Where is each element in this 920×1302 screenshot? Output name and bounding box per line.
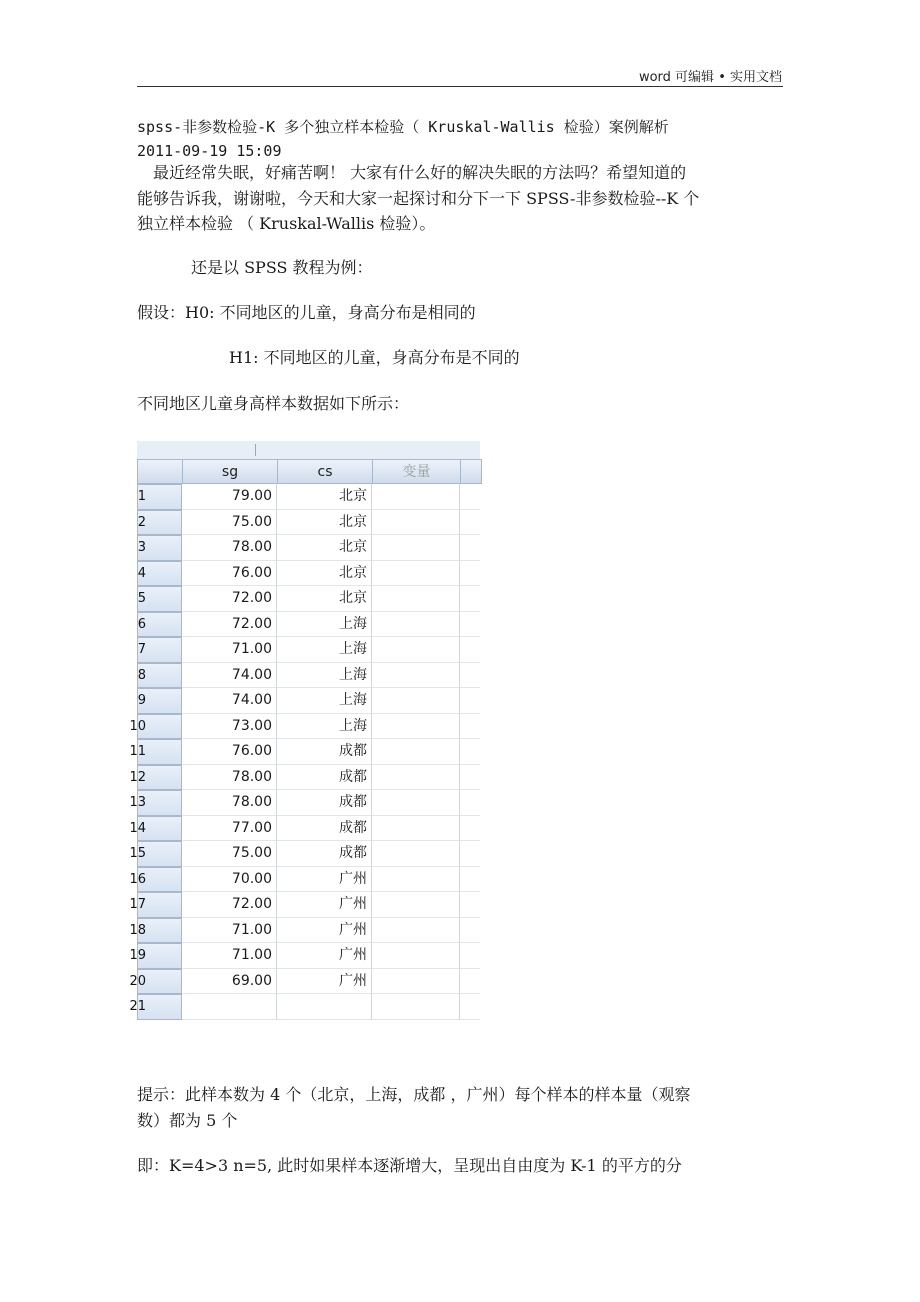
cell-cs[interactable]: 成都 [277, 765, 372, 791]
row-number-label: 20 [129, 973, 146, 989]
cell-sg[interactable]: 74.00 [182, 663, 277, 689]
row-number-label: 13 [129, 795, 146, 810]
table-row[interactable] [129, 969, 480, 995]
cell-cs[interactable] [277, 994, 372, 1020]
cell-extra[interactable] [460, 739, 480, 765]
article-title: spss-非参数检验-K 多个独立样本检验（ Kruskal-Wallis 检验）案例解析 [137, 118, 669, 136]
table-row[interactable] [129, 816, 480, 842]
row-number[interactable] [129, 918, 182, 944]
cell-cs[interactable]: 北京 [277, 510, 372, 536]
cell-sg[interactable]: 69.00 [182, 969, 277, 995]
row-number[interactable] [129, 765, 182, 791]
example-line: 还是以 SPSS 教程为例： [191, 258, 373, 277]
cell-cs[interactable]: 成都 [277, 790, 372, 816]
row-number[interactable] [129, 816, 182, 842]
row-number-label: 21 [129, 999, 146, 1014]
row-number-label: 14 [129, 820, 146, 836]
cell-variable[interactable] [372, 484, 460, 510]
table-row[interactable] [129, 841, 480, 867]
cell-variable[interactable] [372, 969, 460, 995]
row-number-label: 8 [137, 667, 146, 683]
data-caption: 不同地区儿童身高样本数据如下所示： [137, 394, 410, 413]
cell-extra[interactable] [460, 484, 480, 510]
table-row[interactable] [137, 688, 480, 714]
cell-extra[interactable] [460, 969, 480, 995]
cell-sg[interactable]: 74.00 [182, 688, 277, 714]
row-number[interactable] [137, 586, 182, 612]
cell-variable[interactable] [372, 765, 460, 791]
row-number-label: 9 [137, 693, 146, 708]
row-number[interactable] [129, 994, 182, 1020]
column-header-variable[interactable]: 变量 [372, 459, 461, 484]
cell-variable[interactable] [372, 918, 460, 944]
row-number[interactable] [137, 510, 182, 536]
cell-variable[interactable] [372, 688, 460, 714]
table-row[interactable] [137, 586, 480, 612]
cell-cs[interactable]: 北京 [277, 561, 372, 587]
table-row[interactable] [137, 561, 480, 587]
cell-variable[interactable] [372, 943, 460, 969]
row-number[interactable] [129, 714, 182, 740]
spss-data-table [129, 441, 480, 1014]
row-number[interactable] [129, 739, 182, 765]
cell-cs[interactable]: 上海 [277, 637, 372, 663]
cell-extra[interactable] [460, 714, 480, 740]
row-number[interactable] [129, 969, 182, 995]
row-number-label: 2 [137, 514, 146, 530]
row-number-label: 12 [129, 769, 146, 785]
hint-line-2: 数）都为 5 个 [137, 1111, 238, 1130]
cell-variable[interactable] [372, 535, 460, 561]
header-divider [137, 86, 783, 87]
cell-cs[interactable]: 成都 [277, 841, 372, 867]
column-header-extra[interactable] [460, 459, 482, 484]
cell-cs[interactable]: 北京 [277, 484, 372, 510]
cell-cs[interactable]: 上海 [277, 663, 372, 689]
table-row[interactable] [137, 612, 480, 638]
cell-extra[interactable] [460, 918, 480, 944]
cell-extra[interactable] [460, 612, 480, 638]
cell-variable[interactable] [372, 892, 460, 918]
page-header: word 可编辑 • 实用文档 [638, 70, 782, 85]
table-row[interactable] [137, 637, 480, 663]
cell-variable[interactable] [372, 790, 460, 816]
table-row[interactable] [129, 765, 480, 791]
row-number[interactable] [137, 561, 182, 587]
cell-sg[interactable]: 76.00 [182, 739, 277, 765]
cell-extra[interactable] [460, 892, 480, 918]
cell-variable[interactable] [372, 586, 460, 612]
row-number[interactable] [137, 484, 182, 510]
k-line: 即：K=4>3 n=5, 此时如果样本逐渐增大，呈现出自由度为 K-1 的平方的分 [137, 1156, 682, 1175]
row-number[interactable] [129, 790, 182, 816]
row-number-label: 11 [129, 744, 146, 759]
row-number-label: 17 [129, 897, 146, 912]
cell-sg[interactable]: 72.00 [182, 892, 277, 918]
intro-line-1: 最近经常失眠，好痛苦啊！ 大家有什么好的解决失眠的方法吗？希望知道的 [153, 163, 687, 182]
cell-cs[interactable]: 成都 [277, 816, 372, 842]
table-row[interactable] [129, 790, 480, 816]
cell-cs[interactable]: 成都 [277, 739, 372, 765]
cell-extra[interactable] [460, 535, 480, 561]
cell-extra[interactable] [460, 637, 480, 663]
row-number-label: 15 [129, 846, 146, 861]
row-number-label: 7 [137, 642, 146, 657]
cell-sg[interactable]: 70.00 [182, 867, 277, 893]
table-row[interactable] [137, 663, 480, 689]
intro-line-2: 能够告诉我，谢谢啦，今天和大家一起探讨和分下一下 SPSS-非参数检验--K 个 [137, 189, 700, 208]
row-header-corner [137, 459, 183, 484]
row-number-label: 19 [129, 948, 146, 963]
cell-sg[interactable]: 75.00 [182, 510, 277, 536]
table-row[interactable] [129, 739, 480, 765]
cell-sg[interactable]: 78.00 [182, 535, 277, 561]
cell-variable[interactable] [372, 637, 460, 663]
row-number-label: 16 [129, 871, 146, 887]
row-number-label: 6 [137, 616, 146, 632]
cell-extra[interactable] [460, 510, 480, 536]
cell-cs[interactable]: 北京 [277, 586, 372, 612]
hint-line-1: 提示：此样本数为 4 个（北京，上海，成都 ，广州）每个样本的样本量（观察 [137, 1085, 691, 1104]
cell-extra[interactable] [460, 663, 480, 689]
row-number[interactable] [137, 535, 182, 561]
table-row[interactable] [137, 535, 480, 561]
cell-sg[interactable]: 72.00 [182, 612, 277, 638]
cell-sg[interactable]: 72.00 [182, 586, 277, 612]
table-row[interactable] [129, 867, 480, 893]
cell-variable[interactable] [372, 739, 460, 765]
table-row[interactable] [137, 510, 480, 536]
row-number[interactable] [129, 892, 182, 918]
cell-sg[interactable]: 73.00 [182, 714, 277, 740]
cell-variable[interactable] [372, 994, 460, 1020]
hypothesis-h0: 假设：H0: 不同地区的儿童，身高分布是相同的 [137, 303, 476, 322]
cell-variable[interactable] [372, 816, 460, 842]
cell-cs[interactable]: 上海 [277, 688, 372, 714]
cell-extra[interactable] [460, 994, 480, 1020]
cell-variable[interactable] [372, 867, 460, 893]
table-row[interactable] [137, 484, 480, 510]
table-row[interactable] [129, 994, 480, 1020]
cell-cs[interactable]: 广州 [277, 867, 372, 893]
cell-sg[interactable]: 77.00 [182, 816, 277, 842]
sheet-toolbar-strip [137, 441, 480, 459]
cell-variable[interactable] [372, 510, 460, 536]
cell-variable[interactable] [372, 612, 460, 638]
row-number[interactable] [129, 867, 182, 893]
article-date: 2011-09-19 15:09 [137, 142, 282, 160]
cell-cs[interactable]: 广州 [277, 918, 372, 944]
row-number[interactable] [137, 663, 182, 689]
table-row[interactable] [129, 892, 480, 918]
cell-cs[interactable]: 广州 [277, 969, 372, 995]
cell-sg[interactable]: 79.00 [182, 484, 277, 510]
column-header-sg[interactable]: sg [182, 459, 278, 484]
cell-variable[interactable] [372, 561, 460, 587]
cell-cs[interactable]: 广州 [277, 892, 372, 918]
cell-cs[interactable]: 上海 [277, 714, 372, 740]
cell-cs[interactable]: 北京 [277, 535, 372, 561]
cell-cs[interactable]: 上海 [277, 612, 372, 638]
row-number-label: 3 [137, 540, 146, 555]
cell-extra[interactable] [460, 841, 480, 867]
row-number-label: 18 [129, 922, 146, 938]
cell-extra[interactable] [460, 765, 480, 791]
column-header-cs[interactable]: cs [277, 459, 373, 484]
cell-variable[interactable] [372, 663, 460, 689]
row-number-label: 1 [137, 489, 146, 504]
cell-cs[interactable]: 广州 [277, 943, 372, 969]
table-row[interactable] [129, 714, 480, 740]
cell-extra[interactable] [460, 688, 480, 714]
row-number[interactable] [129, 841, 182, 867]
cell-extra[interactable] [460, 816, 480, 842]
row-number-label: 4 [137, 565, 146, 581]
row-number[interactable] [129, 943, 182, 969]
cell-extra[interactable] [460, 943, 480, 969]
cell-sg[interactable]: 71.00 [182, 918, 277, 944]
intro-line-3: 独立样本检验 （ Kruskal-Wallis 检验）。 [137, 214, 436, 233]
row-number[interactable] [137, 637, 182, 663]
cell-extra[interactable] [460, 586, 480, 612]
cell-variable[interactable] [372, 714, 460, 740]
row-number-label: 5 [137, 591, 146, 606]
cell-sg[interactable]: 71.00 [182, 637, 277, 663]
cell-extra[interactable] [460, 561, 480, 587]
table-row[interactable] [129, 943, 480, 969]
cell-sg[interactable]: 78.00 [182, 790, 277, 816]
row-number[interactable] [137, 688, 182, 714]
cell-extra[interactable] [460, 790, 480, 816]
cell-sg[interactable]: 78.00 [182, 765, 277, 791]
cell-sg[interactable]: 71.00 [182, 943, 277, 969]
row-number-label: 10 [129, 718, 146, 734]
table-row[interactable] [129, 918, 480, 944]
cell-sg[interactable] [182, 994, 277, 1020]
cell-variable[interactable] [372, 841, 460, 867]
cell-extra[interactable] [460, 867, 480, 893]
hypothesis-h1: H1: 不同地区的儿童，身高分布是不同的 [229, 348, 520, 367]
cell-sg[interactable]: 75.00 [182, 841, 277, 867]
cell-sg[interactable]: 76.00 [182, 561, 277, 587]
row-number[interactable] [137, 612, 182, 638]
